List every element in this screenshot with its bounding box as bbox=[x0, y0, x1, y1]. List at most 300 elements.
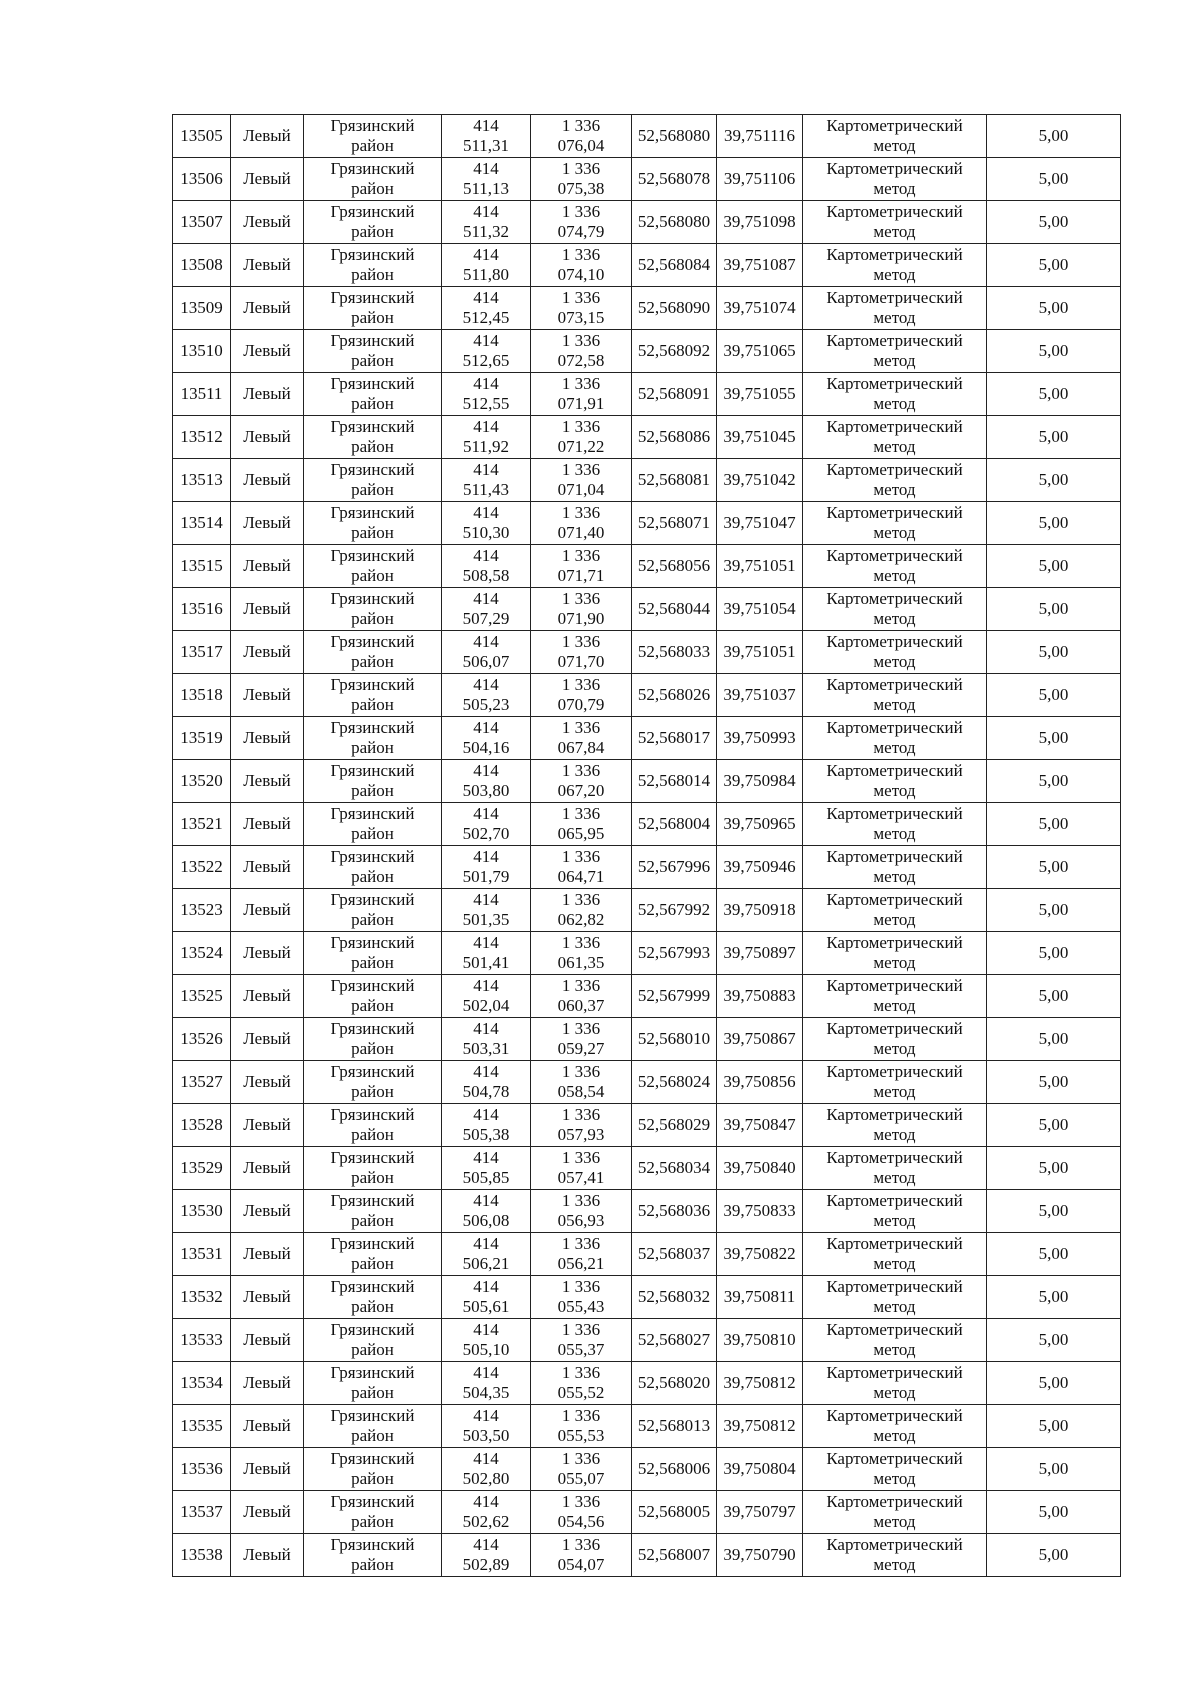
coord-x-cell-text: 414 511,92 bbox=[462, 417, 510, 456]
district-cell-text: Грязинский район bbox=[330, 1535, 415, 1574]
table-row bbox=[173, 1104, 1121, 1147]
coord-y-cell-text: 1 336 055,43 bbox=[557, 1277, 605, 1316]
method-cell bbox=[803, 115, 987, 158]
method-cell-text: Картометрический метод bbox=[826, 1148, 963, 1187]
accuracy-cell bbox=[987, 545, 1121, 588]
side-cell bbox=[231, 760, 304, 803]
coord-y-cell bbox=[531, 502, 632, 545]
method-cell-text: Картометрический метод bbox=[826, 245, 963, 284]
longitude-cell-text: 39,750847 bbox=[723, 1115, 796, 1134]
side-cell bbox=[231, 1104, 304, 1147]
table-row bbox=[173, 1190, 1121, 1233]
side-cell-text: Левый bbox=[243, 513, 291, 532]
district-cell-text: Грязинский район bbox=[330, 1148, 415, 1187]
method-cell bbox=[803, 889, 987, 932]
accuracy-cell bbox=[987, 674, 1121, 717]
side-cell bbox=[231, 287, 304, 330]
method-cell bbox=[803, 846, 987, 889]
method-cell-text: Картометрический метод bbox=[826, 1320, 963, 1359]
district-cell bbox=[304, 287, 442, 330]
coord-x-cell bbox=[442, 588, 531, 631]
point-number-cell-text: 13518 bbox=[180, 685, 223, 704]
table-row bbox=[173, 846, 1121, 889]
district-cell bbox=[304, 244, 442, 287]
district-cell bbox=[304, 588, 442, 631]
coord-x-cell bbox=[442, 717, 531, 760]
longitude-cell-text: 39,751054 bbox=[723, 599, 796, 618]
method-cell-text: Картометрический метод bbox=[826, 632, 963, 671]
accuracy-cell-text: 5,00 bbox=[1038, 1416, 1069, 1435]
district-cell-text: Грязинский район bbox=[330, 761, 415, 800]
latitude-cell bbox=[632, 201, 717, 244]
longitude-cell bbox=[717, 975, 803, 1018]
coord-x-cell bbox=[442, 1534, 531, 1577]
longitude-cell-text: 39,751042 bbox=[723, 470, 796, 489]
coord-x-cell bbox=[442, 545, 531, 588]
coord-x-cell-text: 414 511,31 bbox=[462, 116, 510, 155]
coord-y-cell-text: 1 336 065,95 bbox=[557, 804, 605, 843]
coord-y-cell-text: 1 336 067,20 bbox=[557, 761, 605, 800]
method-cell-text: Картометрический метод bbox=[826, 761, 963, 800]
coord-x-cell-text: 414 504,35 bbox=[462, 1363, 510, 1402]
point-number-cell bbox=[173, 287, 231, 330]
coord-y-cell-text: 1 336 064,71 bbox=[557, 847, 605, 886]
latitude-cell-text: 52,568020 bbox=[637, 1373, 711, 1392]
coord-y-cell-text: 1 336 061,35 bbox=[557, 933, 605, 972]
side-cell bbox=[231, 717, 304, 760]
district-cell-text: Грязинский район bbox=[330, 1105, 415, 1144]
coord-x-cell-text: 414 502,62 bbox=[462, 1492, 510, 1531]
method-cell bbox=[803, 1405, 987, 1448]
point-number-cell-text: 13531 bbox=[180, 1244, 223, 1263]
table-row bbox=[173, 1276, 1121, 1319]
accuracy-cell-text: 5,00 bbox=[1038, 986, 1069, 1005]
coord-y-cell-text: 1 336 071,71 bbox=[557, 546, 605, 585]
latitude-cell-text: 52,568084 bbox=[637, 255, 711, 274]
coord-y-cell bbox=[531, 1233, 632, 1276]
latitude-cell-text: 52,567992 bbox=[637, 900, 711, 919]
point-number-cell-text: 13523 bbox=[180, 900, 223, 919]
latitude-cell-text: 52,568005 bbox=[637, 1502, 711, 1521]
point-number-cell-text: 13533 bbox=[180, 1330, 223, 1349]
accuracy-cell bbox=[987, 502, 1121, 545]
longitude-cell bbox=[717, 1491, 803, 1534]
side-cell bbox=[231, 201, 304, 244]
longitude-cell-text: 39,750790 bbox=[723, 1545, 796, 1564]
coord-y-cell bbox=[531, 975, 632, 1018]
latitude-cell-text: 52,568078 bbox=[637, 169, 711, 188]
coord-x-cell-text: 414 504,78 bbox=[462, 1062, 510, 1101]
accuracy-cell bbox=[987, 975, 1121, 1018]
district-cell-text: Грязинский район bbox=[330, 1191, 415, 1230]
district-cell bbox=[304, 1405, 442, 1448]
latitude-cell bbox=[632, 932, 717, 975]
coord-x-cell bbox=[442, 1147, 531, 1190]
side-cell-text: Левый bbox=[243, 1545, 291, 1564]
district-cell-text: Грязинский район bbox=[330, 503, 415, 542]
coord-y-cell bbox=[531, 889, 632, 932]
district-cell bbox=[304, 502, 442, 545]
latitude-cell bbox=[632, 760, 717, 803]
latitude-cell-text: 52,568080 bbox=[637, 126, 711, 145]
coord-y-cell-text: 1 336 056,93 bbox=[557, 1191, 605, 1230]
coord-x-cell-text: 414 505,23 bbox=[462, 675, 510, 714]
latitude-cell bbox=[632, 115, 717, 158]
point-number-cell bbox=[173, 1147, 231, 1190]
point-number-cell bbox=[173, 502, 231, 545]
coord-y-cell bbox=[531, 846, 632, 889]
side-cell-text: Левый bbox=[243, 771, 291, 790]
coord-x-cell bbox=[442, 1233, 531, 1276]
accuracy-cell-text: 5,00 bbox=[1038, 255, 1069, 274]
side-cell bbox=[231, 1362, 304, 1405]
method-cell bbox=[803, 459, 987, 502]
accuracy-cell bbox=[987, 416, 1121, 459]
coord-y-cell-text: 1 336 054,56 bbox=[557, 1492, 605, 1531]
point-number-cell bbox=[173, 1190, 231, 1233]
longitude-cell bbox=[717, 158, 803, 201]
district-cell bbox=[304, 1362, 442, 1405]
coord-x-cell-text: 414 501,41 bbox=[462, 933, 510, 972]
method-cell bbox=[803, 201, 987, 244]
accuracy-cell-text: 5,00 bbox=[1038, 1287, 1069, 1306]
method-cell bbox=[803, 1190, 987, 1233]
accuracy-cell bbox=[987, 459, 1121, 502]
coord-y-cell bbox=[531, 932, 632, 975]
coord-x-cell bbox=[442, 330, 531, 373]
coord-y-cell bbox=[531, 1319, 632, 1362]
point-number-cell bbox=[173, 674, 231, 717]
longitude-cell-text: 39,750993 bbox=[723, 728, 796, 747]
table-row bbox=[173, 1319, 1121, 1362]
latitude-cell-text: 52,568081 bbox=[637, 470, 711, 489]
longitude-cell-text: 39,751116 bbox=[724, 126, 795, 145]
point-number-cell-text: 13526 bbox=[180, 1029, 223, 1048]
accuracy-cell bbox=[987, 889, 1121, 932]
side-cell-text: Левый bbox=[243, 255, 291, 274]
latitude-cell-text: 52,568086 bbox=[637, 427, 711, 446]
coord-x-cell bbox=[442, 803, 531, 846]
coord-x-cell bbox=[442, 373, 531, 416]
accuracy-cell bbox=[987, 717, 1121, 760]
side-cell-text: Левый bbox=[243, 642, 291, 661]
district-cell-text: Грязинский район bbox=[330, 159, 415, 198]
table-row bbox=[173, 201, 1121, 244]
coord-y-cell bbox=[531, 674, 632, 717]
side-cell bbox=[231, 330, 304, 373]
longitude-cell bbox=[717, 201, 803, 244]
coord-y-cell bbox=[531, 244, 632, 287]
side-cell-text: Левый bbox=[243, 943, 291, 962]
point-number-cell-text: 13520 bbox=[180, 771, 223, 790]
coord-y-cell-text: 1 336 055,53 bbox=[557, 1406, 605, 1445]
district-cell bbox=[304, 760, 442, 803]
coordinates-table bbox=[172, 114, 1121, 1577]
coord-y-cell-text: 1 336 055,52 bbox=[557, 1363, 605, 1402]
table-row bbox=[173, 373, 1121, 416]
point-number-cell-text: 13522 bbox=[180, 857, 223, 876]
coord-x-cell bbox=[442, 201, 531, 244]
table-body bbox=[173, 115, 1121, 1577]
longitude-cell bbox=[717, 1362, 803, 1405]
coord-x-cell bbox=[442, 631, 531, 674]
method-cell-text: Картометрический метод bbox=[826, 417, 963, 456]
district-cell bbox=[304, 1276, 442, 1319]
method-cell bbox=[803, 674, 987, 717]
table-row bbox=[173, 1405, 1121, 1448]
latitude-cell-text: 52,568037 bbox=[637, 1244, 711, 1263]
method-cell-text: Картометрический метод bbox=[826, 1191, 963, 1230]
coord-y-cell-text: 1 336 071,40 bbox=[557, 503, 605, 542]
district-cell-text: Грязинский район bbox=[330, 847, 415, 886]
accuracy-cell bbox=[987, 631, 1121, 674]
coord-y-cell-text: 1 336 071,22 bbox=[557, 417, 605, 456]
point-number-cell-text: 13529 bbox=[180, 1158, 223, 1177]
method-cell bbox=[803, 1104, 987, 1147]
latitude-cell-text: 52,568056 bbox=[637, 556, 711, 575]
coord-y-cell bbox=[531, 803, 632, 846]
coord-y-cell-text: 1 336 073,15 bbox=[557, 288, 605, 327]
longitude-cell bbox=[717, 1448, 803, 1491]
method-cell bbox=[803, 975, 987, 1018]
accuracy-cell bbox=[987, 158, 1121, 201]
point-number-cell bbox=[173, 760, 231, 803]
side-cell-text: Левый bbox=[243, 900, 291, 919]
side-cell bbox=[231, 803, 304, 846]
district-cell-text: Грязинский район bbox=[330, 202, 415, 241]
point-number-cell-text: 13511 bbox=[180, 384, 223, 403]
longitude-cell-text: 39,751074 bbox=[723, 298, 796, 317]
method-cell bbox=[803, 1448, 987, 1491]
point-number-cell-text: 13513 bbox=[180, 470, 223, 489]
longitude-cell-text: 39,750812 bbox=[723, 1416, 796, 1435]
district-cell bbox=[304, 1448, 442, 1491]
district-cell bbox=[304, 115, 442, 158]
accuracy-cell-text: 5,00 bbox=[1038, 1244, 1069, 1263]
table-row bbox=[173, 588, 1121, 631]
method-cell-text: Картометрический метод bbox=[826, 202, 963, 241]
district-cell bbox=[304, 1233, 442, 1276]
district-cell bbox=[304, 158, 442, 201]
accuracy-cell bbox=[987, 760, 1121, 803]
method-cell-text: Картометрический метод bbox=[826, 1234, 963, 1273]
accuracy-cell bbox=[987, 1405, 1121, 1448]
coord-x-cell-text: 414 502,70 bbox=[462, 804, 510, 843]
accuracy-cell-text: 5,00 bbox=[1038, 1330, 1069, 1349]
accuracy-cell-text: 5,00 bbox=[1038, 1201, 1069, 1220]
side-cell bbox=[231, 889, 304, 932]
coord-x-cell bbox=[442, 889, 531, 932]
accuracy-cell-text: 5,00 bbox=[1038, 1072, 1069, 1091]
coord-y-cell bbox=[531, 1061, 632, 1104]
method-cell-text: Картометрический метод bbox=[826, 847, 963, 886]
coord-x-cell-text: 414 511,13 bbox=[462, 159, 510, 198]
method-cell-text: Картометрический метод bbox=[826, 288, 963, 327]
coord-x-cell-text: 414 506,07 bbox=[462, 632, 510, 671]
table-row bbox=[173, 1448, 1121, 1491]
point-number-cell bbox=[173, 545, 231, 588]
accuracy-cell-text: 5,00 bbox=[1038, 384, 1069, 403]
side-cell-text: Левый bbox=[243, 814, 291, 833]
longitude-cell-text: 39,750984 bbox=[723, 771, 796, 790]
side-cell bbox=[231, 373, 304, 416]
accuracy-cell-text: 5,00 bbox=[1038, 169, 1069, 188]
longitude-cell bbox=[717, 1276, 803, 1319]
coord-x-cell bbox=[442, 1491, 531, 1534]
point-number-cell-text: 13505 bbox=[180, 126, 223, 145]
latitude-cell bbox=[632, 373, 717, 416]
latitude-cell bbox=[632, 1018, 717, 1061]
table-row bbox=[173, 1018, 1121, 1061]
coord-y-cell-text: 1 336 055,37 bbox=[557, 1320, 605, 1359]
latitude-cell bbox=[632, 1448, 717, 1491]
side-cell bbox=[231, 631, 304, 674]
district-cell-text: Грязинский район bbox=[330, 1363, 415, 1402]
point-number-cell-text: 13515 bbox=[180, 556, 223, 575]
accuracy-cell bbox=[987, 1534, 1121, 1577]
point-number-cell-text: 13516 bbox=[180, 599, 223, 618]
table-row bbox=[173, 287, 1121, 330]
point-number-cell bbox=[173, 889, 231, 932]
coord-y-cell bbox=[531, 588, 632, 631]
coord-x-cell-text: 414 506,08 bbox=[462, 1191, 510, 1230]
longitude-cell-text: 39,750946 bbox=[723, 857, 796, 876]
coord-x-cell bbox=[442, 1405, 531, 1448]
district-cell bbox=[304, 1319, 442, 1362]
accuracy-cell bbox=[987, 1319, 1121, 1362]
latitude-cell bbox=[632, 1276, 717, 1319]
side-cell-text: Левый bbox=[243, 1502, 291, 1521]
side-cell-text: Левый bbox=[243, 728, 291, 747]
longitude-cell-text: 39,751087 bbox=[723, 255, 796, 274]
district-cell-text: Грязинский район bbox=[330, 718, 415, 757]
point-number-cell-text: 13521 bbox=[180, 814, 223, 833]
coord-x-cell-text: 414 507,29 bbox=[462, 589, 510, 628]
side-cell bbox=[231, 416, 304, 459]
side-cell-text: Левый bbox=[243, 298, 291, 317]
district-cell-text: Грязинский район bbox=[330, 1449, 415, 1488]
point-number-cell bbox=[173, 1276, 231, 1319]
point-number-cell bbox=[173, 115, 231, 158]
method-cell-text: Картометрический метод bbox=[826, 546, 963, 585]
accuracy-cell bbox=[987, 1104, 1121, 1147]
longitude-cell-text: 39,750822 bbox=[723, 1244, 796, 1263]
longitude-cell-text: 39,750810 bbox=[723, 1330, 796, 1349]
point-number-cell-text: 13509 bbox=[180, 298, 223, 317]
method-cell bbox=[803, 588, 987, 631]
table-row bbox=[173, 674, 1121, 717]
method-cell bbox=[803, 1018, 987, 1061]
point-number-cell bbox=[173, 1018, 231, 1061]
coord-y-cell bbox=[531, 717, 632, 760]
accuracy-cell-text: 5,00 bbox=[1038, 556, 1069, 575]
longitude-cell bbox=[717, 416, 803, 459]
district-cell bbox=[304, 201, 442, 244]
coord-y-cell bbox=[531, 115, 632, 158]
accuracy-cell bbox=[987, 1448, 1121, 1491]
latitude-cell bbox=[632, 502, 717, 545]
method-cell-text: Картометрический метод bbox=[826, 1019, 963, 1058]
side-cell-text: Левый bbox=[243, 427, 291, 446]
side-cell-text: Левый bbox=[243, 986, 291, 1005]
longitude-cell-text: 39,750918 bbox=[723, 900, 796, 919]
longitude-cell bbox=[717, 1405, 803, 1448]
accuracy-cell bbox=[987, 1491, 1121, 1534]
latitude-cell bbox=[632, 717, 717, 760]
method-cell bbox=[803, 1147, 987, 1190]
table-row bbox=[173, 1534, 1121, 1577]
district-cell bbox=[304, 1104, 442, 1147]
method-cell-text: Картометрический метод bbox=[826, 460, 963, 499]
table-row bbox=[173, 459, 1121, 502]
method-cell-text: Картометрический метод bbox=[826, 159, 963, 198]
side-cell-text: Левый bbox=[243, 1416, 291, 1435]
side-cell-text: Левый bbox=[243, 212, 291, 231]
longitude-cell bbox=[717, 459, 803, 502]
district-cell bbox=[304, 330, 442, 373]
longitude-cell bbox=[717, 1319, 803, 1362]
coord-y-cell bbox=[531, 1362, 632, 1405]
method-cell-text: Картометрический метод bbox=[826, 1406, 963, 1445]
method-cell bbox=[803, 1491, 987, 1534]
coord-y-cell-text: 1 336 058,54 bbox=[557, 1062, 605, 1101]
district-cell bbox=[304, 545, 442, 588]
side-cell bbox=[231, 674, 304, 717]
accuracy-cell bbox=[987, 244, 1121, 287]
district-cell bbox=[304, 1061, 442, 1104]
longitude-cell-text: 39,751047 bbox=[723, 513, 796, 532]
coord-x-cell-text: 414 510,30 bbox=[462, 503, 510, 542]
point-number-cell-text: 13514 bbox=[180, 513, 223, 532]
longitude-cell bbox=[717, 674, 803, 717]
method-cell bbox=[803, 1061, 987, 1104]
accuracy-cell-text: 5,00 bbox=[1038, 728, 1069, 747]
latitude-cell-text: 52,568024 bbox=[637, 1072, 711, 1091]
accuracy-cell-text: 5,00 bbox=[1038, 1029, 1069, 1048]
method-cell bbox=[803, 1534, 987, 1577]
latitude-cell bbox=[632, 1491, 717, 1534]
coord-y-cell bbox=[531, 459, 632, 502]
coord-x-cell bbox=[442, 1061, 531, 1104]
longitude-cell bbox=[717, 588, 803, 631]
latitude-cell-text: 52,568036 bbox=[637, 1201, 711, 1220]
coord-x-cell bbox=[442, 459, 531, 502]
longitude-cell-text: 39,751045 bbox=[723, 427, 796, 446]
longitude-cell bbox=[717, 1534, 803, 1577]
point-number-cell bbox=[173, 1405, 231, 1448]
district-cell bbox=[304, 373, 442, 416]
latitude-cell-text: 52,568006 bbox=[637, 1459, 711, 1478]
coord-x-cell-text: 414 511,80 bbox=[462, 245, 510, 284]
latitude-cell-text: 52,568092 bbox=[637, 341, 711, 360]
accuracy-cell bbox=[987, 803, 1121, 846]
point-number-cell bbox=[173, 1362, 231, 1405]
district-cell-text: Грязинский район bbox=[330, 675, 415, 714]
method-cell bbox=[803, 287, 987, 330]
table-row bbox=[173, 889, 1121, 932]
longitude-cell-text: 39,750883 bbox=[723, 986, 796, 1005]
district-cell bbox=[304, 1534, 442, 1577]
method-cell bbox=[803, 803, 987, 846]
district-cell-text: Грязинский район bbox=[330, 546, 415, 585]
latitude-cell-text: 52,567993 bbox=[637, 943, 711, 962]
coord-y-cell-text: 1 336 072,58 bbox=[557, 331, 605, 370]
longitude-cell-text: 39,751106 bbox=[723, 169, 796, 188]
coord-x-cell-text: 414 512,45 bbox=[462, 288, 510, 327]
coord-y-cell-text: 1 336 062,82 bbox=[557, 890, 605, 929]
coord-x-cell-text: 414 511,32 bbox=[462, 202, 510, 241]
method-cell-text: Картометрический метод bbox=[826, 589, 963, 628]
